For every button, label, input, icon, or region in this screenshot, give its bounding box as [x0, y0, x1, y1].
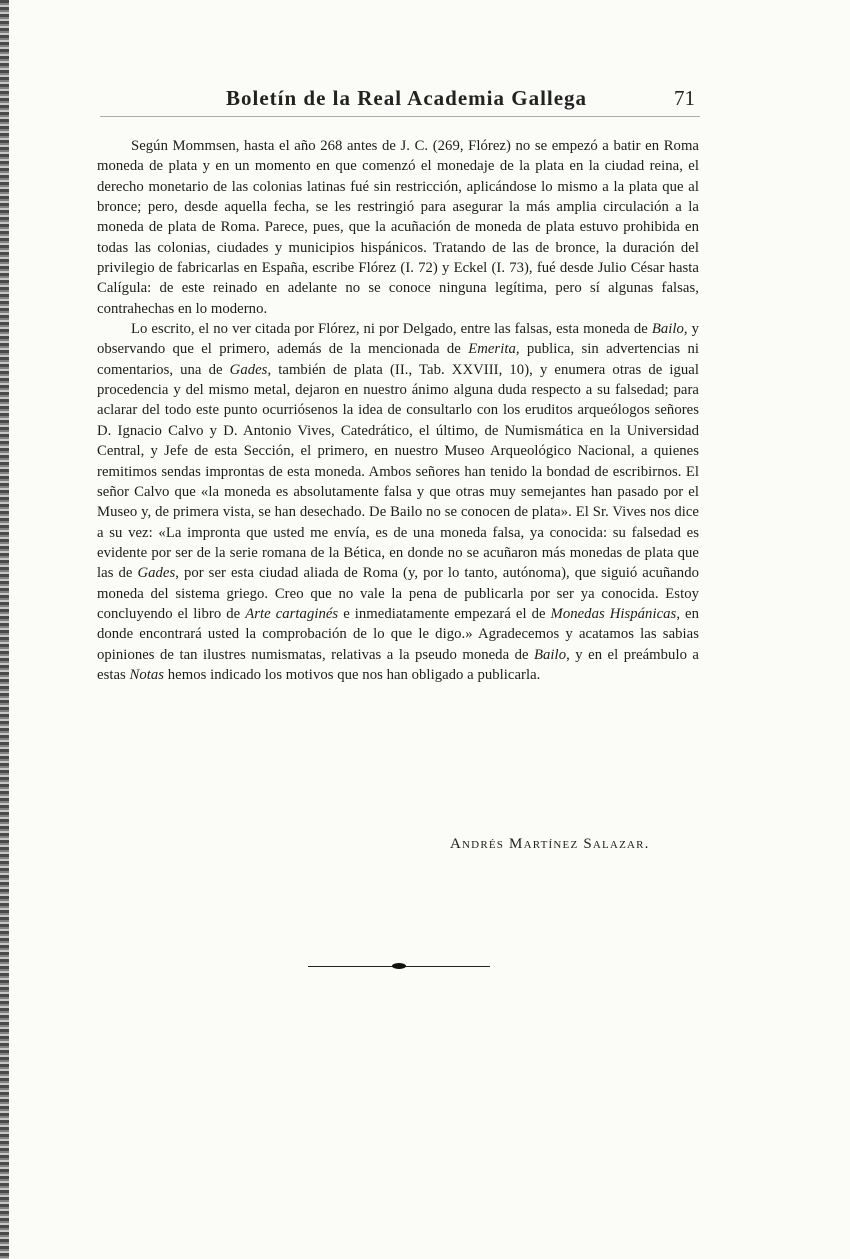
author-signature: Andrés Martínez Salazar.	[450, 836, 650, 852]
running-title: Boletín de la Real Academia Gallega	[226, 86, 588, 110]
paragraph-1-text-a: Según Mommsen, hasta el año 268 antes de J. C. (269, Flórez) no se empezó	[131, 138, 603, 154]
paragraph-2-text-7: , en donde encontrará usted la comprobación de lo que le digo.» Agradecemos y acatamos las sabias opiniones de tan ilustres numismatas, relativas a la pseudo moneda de	[97, 605, 699, 663]
page-number: 71	[674, 86, 695, 110]
italic-bailo-2: Bailo	[534, 646, 567, 663]
italic-arte-cartagines: Arte cartaginés	[245, 605, 339, 622]
scan-edge-mark	[0, 0, 9, 1259]
paragraph-2	[97, 319, 699, 685]
ornament-center	[392, 963, 406, 969]
paragraph-2-text-8: , y en el preámbulo a estas	[97, 646, 699, 683]
paragraph-1-text-b: a batir en Roma moneda de plata y en un momento en que comenzó el monedaje de la plata en la ciudad reina, el derecho monetario de las colonias latinas fué sin restricción, aplicándose lo mismo a la plata que al bronce; pero, desde aquella fecha, se les restringió para asegurar la más amplia circulación a la moneda de plata de Roma. Parece, pues, que la acuñación de moneda de plata estuvo prohibida en todas las colonias, ciudades y municipios hispánicos. Tratando de las de bronce, la duración del privilegio de fabricarlas en España, escribe Flórez (I. 72) y Eckel (I. 73), fué desde Julio César hasta Calígula: de este reinado en adelante no se conoce ninguna legítima, pero sí algunas falsas, contrahechas en lo moderno.	[97, 138, 699, 317]
italic-notas: Notas	[129, 666, 165, 683]
paragraph-2-text-1: Lo escrito, el no ver citada por Flórez, ni por Delgado, entre las falsas, esta moneda de	[131, 321, 652, 338]
paragraph-2-text-9: hemos indicado los motivos que nos han obligado a publicarla.	[164, 666, 541, 683]
paragraph-2-text-4: , también de plata (II., Tab. XXVIII, 10), y enumera otras de igual procedencia y del mismo metal, dejaron en nuestro ánimo alguna duda respecto a su falsedad; para aclarar del todo este punto ocurriósenos la idea de consultarlo con los eruditos arqueólogos señores D. Ignacio Calvo y D. Antonio Vives, Catedrático, el último, de Numismática en la Universidad Central, y Jefe de esta Sección, el primero, en nuestro Museo Arqueológico Nacional, a quienes remitimos sendas improntas de esta moneda. Ambos señores han tenido la bondad de escribirnos. El señor Calvo que «la moneda es absolutamente falsa y que otras muy semejantes han pasado por el Museo y, de primera vista, se han desechado. De Bailo no se conocen de plata». El Sr. Vives nos dice a su vez: «La impronta que usted me envía, es de una moneda falsa, ya conocida: su falsedad es evidente por ser de la serie romana de la Bética, en donde no se acuñaron más monedas de plata que las de	[97, 361, 699, 582]
paragraph-1	[97, 136, 699, 319]
article-body	[97, 136, 699, 685]
italic-emerita: Emerita	[468, 341, 516, 358]
paragraph-2-text-6: e inmediatamente empezará el de	[338, 605, 551, 622]
italic-gades-2: Gades	[137, 565, 176, 582]
paragraph-2-text-3: , publica, sin advertencias ni comentarios, una de	[97, 341, 699, 378]
end-ornament	[308, 962, 490, 972]
paragraph-2-text-2: , y observando que el primero, además de la mencionada de	[97, 321, 699, 358]
italic-monedas-hispanicas: Monedas Hispánicas	[550, 605, 677, 622]
page-header	[100, 86, 700, 116]
paragraph-2-text-5: , por ser esta ciudad aliada de Roma (y, por lo tanto, autónoma), que siguió acuñando moneda del sistema griego. Creo que no vale la pena de publicarla por ser ya conocida. Estoy concluyendo el libro de	[97, 565, 699, 622]
header-rule	[100, 116, 700, 117]
italic-bailo-1: Bailo	[651, 321, 684, 338]
italic-gades-1: Gades	[229, 361, 268, 378]
